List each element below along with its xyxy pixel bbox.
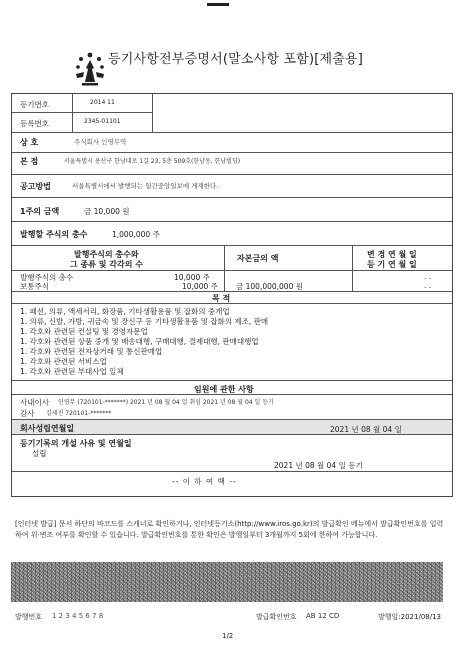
confirm-number-value: AB 12 CD [306, 612, 340, 620]
purpose-header: 목 적 [212, 294, 231, 303]
record-label: 등기기록의 개설 사유 및 연월일 [20, 439, 132, 448]
share-price-label: 1주의 금액 [20, 207, 60, 216]
purpose-item: 1. 각호와 관련된 전자상거래 및 통신판매업 [20, 347, 163, 356]
record-date: 2021 년 08 월 04 일 등기 [274, 461, 363, 470]
total-shares-value: 1,000,000 주 [112, 230, 160, 239]
page-number: 1/2 [222, 632, 234, 640]
issue-date: 발행일:2021/08/13 [378, 613, 441, 621]
change-date-dots: . . [424, 272, 432, 281]
purpose-item: 1. 의류, 신발, 가방, 귀금속 및 장신구 등 기타생활용품 및 잡화의 제조, 판매 [20, 317, 269, 326]
end-mark: -- 이 하 여 백 -- [172, 477, 237, 486]
registry-table [11, 93, 453, 497]
purpose-item: 1. 각호와 관련된 상품 중개 및 배송대행, 구매대행, 결제대행, 판매대행업 [20, 337, 259, 346]
director-label: 사내이사 [20, 398, 49, 407]
reg-no-value: 2014 11 [90, 99, 115, 106]
corp-no-label: 등록번호 [20, 119, 49, 128]
court-registry-logo-icon [70, 50, 110, 96]
confirm-number-label: 발급확인번호 [256, 613, 297, 621]
established-value: 2021 년 08 월 04 일 [330, 425, 402, 434]
common-stock-value: 10,000 주 [182, 282, 218, 291]
capital-value: 금 100,000,000 원 [236, 282, 303, 291]
purpose-item: 1. 각호와 관련된 서비스업 [20, 357, 107, 366]
document-barcode [11, 562, 443, 602]
auditor-label: 감사 [20, 409, 35, 418]
director-value: 인영무 (720101-*******) 2021 년 08 월 04 일 취임 2021 년 08 월 04 일 등기 [58, 399, 274, 406]
head-office-label: 본 점 [20, 157, 39, 166]
verification-footnote: [인터넷 발급] 문서 하단의 바코드를 스캐너로 확인하거나, 인터넷등기소(http://www.iros.go.kr)의 발급확인 메뉴에서 발급확인번호를 입력하여 위·변조 여부를 확인할 수 있습니다. 발급확인번호를 통한 확인은 발행일부터 3개월까지 5회에 한하여 가능합니다. [15, 520, 444, 539]
notice-method-label: 공고방법 [20, 182, 51, 191]
issue-number-label: 발행번호 [15, 613, 43, 621]
purpose-item: 1. 패션, 의류, 액세서리, 화장품, 기타생활용품 및 잡화의 중개업 [20, 307, 230, 316]
document-title: 등기사항전부증명서(말소사항 포함)[제출용] [108, 52, 364, 67]
total-issued-value: 10,000 주 [174, 273, 210, 282]
established-label: 회사성립연월일 [20, 424, 75, 433]
shares-header-line1: 발행주식의 총수와 [74, 250, 139, 259]
register-date-header: 등 기 연 월 일 [367, 260, 417, 269]
reg-no-label: 등기번호 [20, 100, 49, 109]
shares-header-line2: 그 종류 및 각각의 수 [70, 260, 143, 269]
purpose-item: 1. 각호와 관련된 부대사업 일체 [20, 367, 124, 376]
auditor-value: 김세진 720101-******* [46, 410, 112, 417]
notice-method-value: 서울특별시에서 발행되는 일간중앙일보에 게재한다. [72, 182, 219, 190]
share-price-value: 금 10,000 원 [84, 207, 130, 216]
capital-header: 자본금의 액 [237, 254, 279, 263]
issue-number-value: 1 2 3 4 5 6 7 8 [52, 612, 104, 620]
company-name-value: 주식회사 인영무역 [74, 138, 127, 146]
register-date-dots: . . [424, 281, 432, 290]
change-date-header: 변 경 연 월 일 [367, 250, 417, 259]
total-shares-label: 발행할 주식의 총수 [20, 230, 88, 239]
common-stock-label: 보통주식 [20, 282, 49, 291]
company-name-label: 상 호 [20, 138, 39, 147]
total-issued-label: 발행주식의 총수 [20, 273, 74, 282]
purpose-item: 1. 각호와 관련된 컨설팅 및 경영자문업 [20, 327, 148, 336]
corp-no-value: 2345-01101 [84, 118, 121, 125]
record-reason: 설립 [32, 449, 47, 458]
head-office-value: 서울특별시 용산구 한남대로 1길 23, 5층 509호(한남동, 한남빌딩) [64, 158, 241, 165]
top-mark [207, 3, 229, 6]
officers-header: 임원에 관한 사항 [194, 385, 254, 394]
